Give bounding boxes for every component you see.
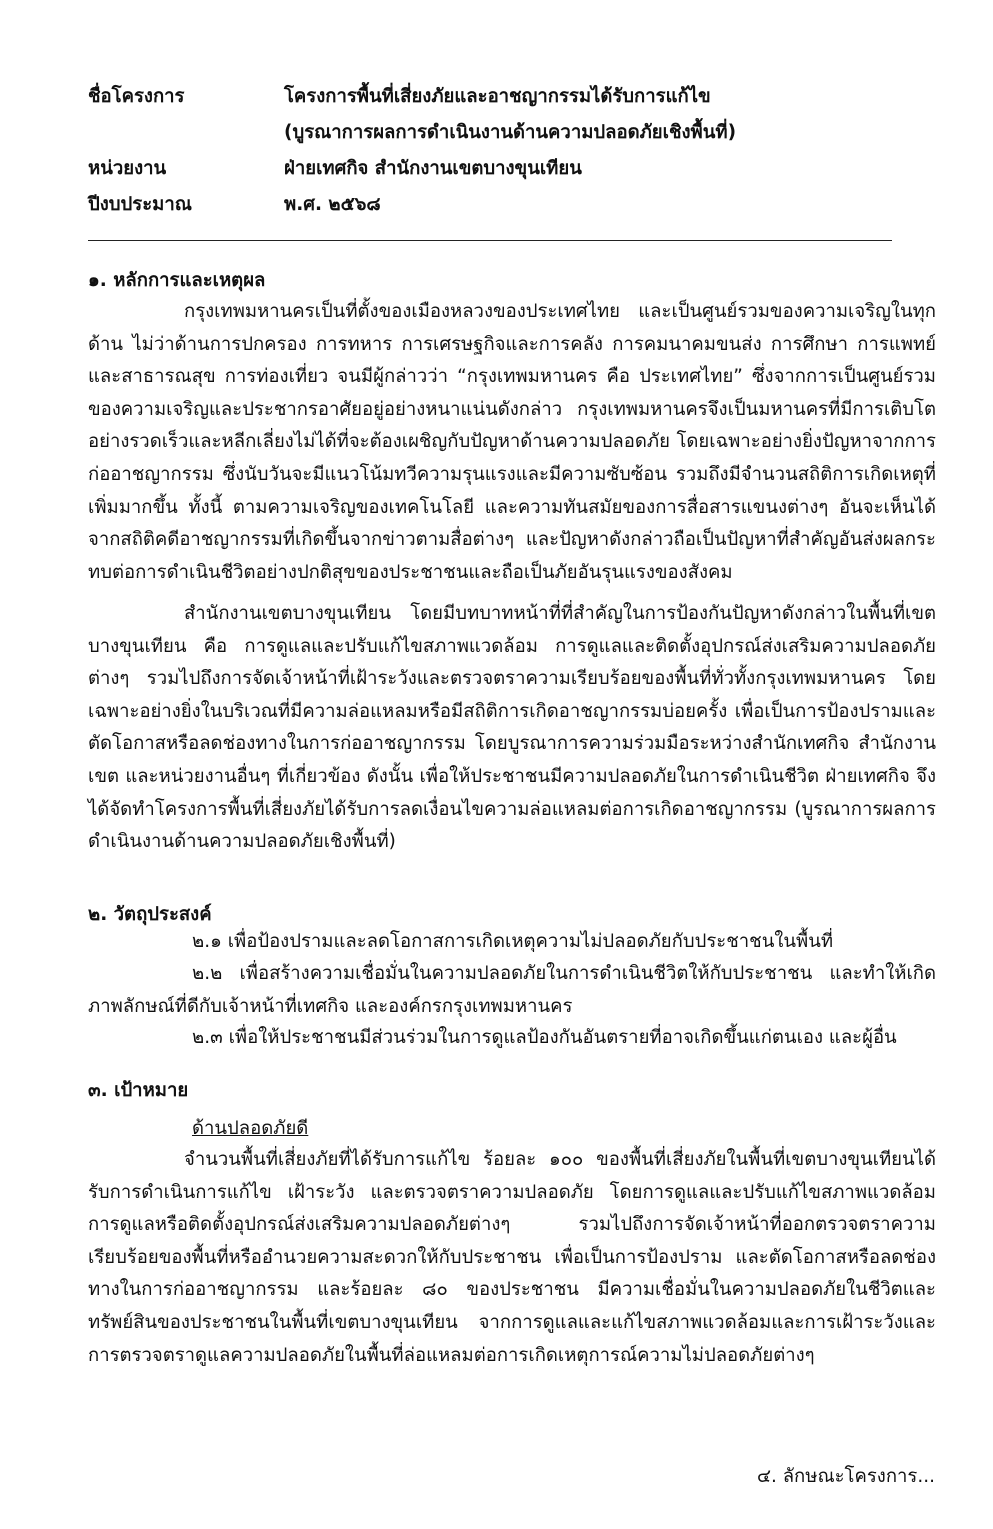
next-page-continuation: ๔. ลักษณะโครงการ...: [756, 1466, 935, 1487]
header-divider: [88, 240, 892, 241]
project-label: ชื่อโครงการ: [88, 86, 185, 107]
objective-item-3: ๒.๓ เพื่อให้ประชาชนมีส่วนร่วมในการดูแลป้องกันอันตรายที่อาจเกิดขึ้นแก่ตนเอง และผู้อื่น: [192, 1027, 897, 1048]
objective-item-1: ๒.๑ เพื่อป้องปรามและลดโอกาสการเกิดเหตุความไม่ปลอดภัยกับประชาชนในพื้นที่: [192, 931, 834, 952]
section1-heading: ๑. หลักการและเหตุผล: [88, 270, 266, 291]
section1-paragraph-2: สำนักงานเขตบางขุนเทียน โดยมีบทบาทหน้าที่ที่สำคัญในการป้องกันปัญหาดังกล่าวในพื้นที่เขตบางขุนเทียน คือ การดูแลและปรับแก้ไขสภาพแวดล้อม การดูแลและติดตั้งอุปกรณ์ส่งเสริมความปลอดภัยต่างๆ รวมไปถึงการจัดเจ้าหน้าที่เฝ้าระวังและตรวจตราความเรียบร้อยของพื้นที่ทั่วทั้งกรุงเทพมหานคร โดยเฉพาะอย่างยิ่งในบริเวณที่มีความล่อแหลมหรือมีสถิติการเกิดอาชญากรรมบ่อยครั้ง เพื่อเป็นการป้องปรามและตัดโอกาสหรือลดช่องทางในการก่ออาชญากรรม โดยบูรณาการความร่วมมือระหว่างสำนักเทศกิจ สำนักงานเขต และหน่วยงานอื่นๆ ที่เกี่ยวข้อง ดังนั้น เพื่อให้ประชาชนมีความปลอดภัยในการดำเนินชีวิต ฝ่ายเทศกิจ จึงได้จัดทำโครงการพื้นที่เสี่ยงภัยได้รับการลดเงื่อนไขความล่อแหลมต่อการเกิดอาชญากรรม (บูรณาการผลการดำเนินงานด้านความปลอดภัยเชิงพื้นที่): [88, 603, 936, 853]
fiscal-year-label: ปีงบประมาณ: [88, 194, 192, 215]
fiscal-year-row: [88, 190, 908, 226]
agency-label: หน่วยงาน: [88, 158, 167, 179]
objective-item-2: ๒.๒ เพื่อสร้างความเชื่อมั่นในความปลอดภัยในการดำเนินชีวิตให้กับประชาชน และทำให้เกิดภาพลักษณ์ที่ดีกับเจ้าหน้าที่เทศกิจ และองค์กรกรุงเทพมหานคร: [88, 963, 936, 1017]
project-subtitle: (บูรณาการผลการดำเนินงานด้านความปลอดภัยเชิงพื้นที่): [284, 122, 737, 143]
agency-value: ฝ่ายเทศกิจ สำนักงานเขตบางขุนเทียน: [284, 158, 582, 179]
section1-paragraph-1: กรุงเทพมหานครเป็นที่ตั้งของเมืองหลวงของประเทศไทย และเป็นศูนย์รวมของความเจริญในทุกด้าน ไม่ว่าด้านการปกครอง การทหาร การเศรษฐกิจและการคลัง การคมนาคมขนส่ง การศึกษา การแพทย์และสาธารณสุข การท่องเที่ยว จนมีผู้กล่าวว่า “กรุงเทพมหานคร คือ ประเทศไทย” ซึ่งจากการเป็นศูนย์รวมของความเจริญและประชากรอาศัยอยู่อย่างหนาแน่นดังกล่าว กรุงเทพมหานครจึงเป็นมหานครที่มีการเติบโตอย่างรวดเร็วและหลีกเลี่ยงไม่ได้ที่จะต้องเผชิญกับปัญหาด้านความปลอดภัย โดยเฉพาะอย่างยิ่งปัญหาจากการก่ออาชญากรรม ซึ่งนับวันจะมีแนวโน้มทวีความรุนแรงและมีความซับซ้อน รวมถึงมีจำนวนสถิติการเกิดเหตุที่เพิ่มมากขึ้น ทั้งนี้ ตามความเจริญของเทคโนโลยี และความทันสมัยของการสื่อสารแขนงต่างๆ อันจะเห็นได้จากสถิติคดีอาชญากรรมที่เกิดขึ้นจากข่าวตามสื่อต่างๆ และปัญหาดังกล่าวถือเป็นปัญหาที่สำคัญอันส่งผลกระทบต่อการดำเนินชีวิตอย่างปกติสุขของประชาชนและถือเป็นภัยอันรุนแรงของสังคม: [88, 301, 936, 583]
agency-row: [88, 154, 908, 190]
section3-paragraph: จำนวนพื้นที่เสี่ยงภัยที่ได้รับการแก้ไข ร้อยละ ๑๐๐ ของพื้นที่เสี่ยงภัยในพื้นที่เขตบางขุนเทียนได้รับการดำเนินการแก้ไข เฝ้าระวัง และตรวจตราความปลอดภัย โดยการดูแลและปรับแก้ไขสภาพแวดล้อม การดูแลหรือติดตั้งอุปกรณ์ส่งเสริมความปลอดภัยต่างๆ รวมไปถึงการจัดเจ้าหน้าที่ออกตรวจตราความเรียบร้อยของพื้นที่หรืออำนวยความสะดวกให้กับประชาชน เพื่อเป็นการป้องปราม และตัดโอกาสหรือลดช่องทางในการก่ออาชญากรรม และร้อยละ ๘๐ ของประชาชน มีความเชื่อมั่นในความปลอดภัยในชีวิตและทรัพย์สินของประชาชนในพื้นที่เขตบางขุนเทียน จากการดูแลและแก้ไขสภาพแวดล้อมและการเฝ้าระวังและการตรวจตราดูแลความปลอดภัยในพื้นที่ล่อแหลมต่อการเกิดเหตุการณ์ความไม่ปลอดภัยต่างๆ: [88, 1149, 936, 1366]
project-row: [88, 82, 908, 118]
section2-heading: ๒. วัตถุประสงค์: [88, 904, 212, 925]
project-subtitle-row: [88, 118, 908, 154]
section3-subheading: ด้านปลอดภัยดี: [192, 1118, 309, 1139]
section3-heading: ๓. เป้าหมาย: [88, 1080, 189, 1101]
fiscal-year-value: พ.ศ. ๒๕๖๘: [284, 194, 381, 215]
project-title: โครงการพื้นที่เสี่ยงภัยและอาชญากรรมได้รับการแก้ไข: [284, 86, 711, 107]
